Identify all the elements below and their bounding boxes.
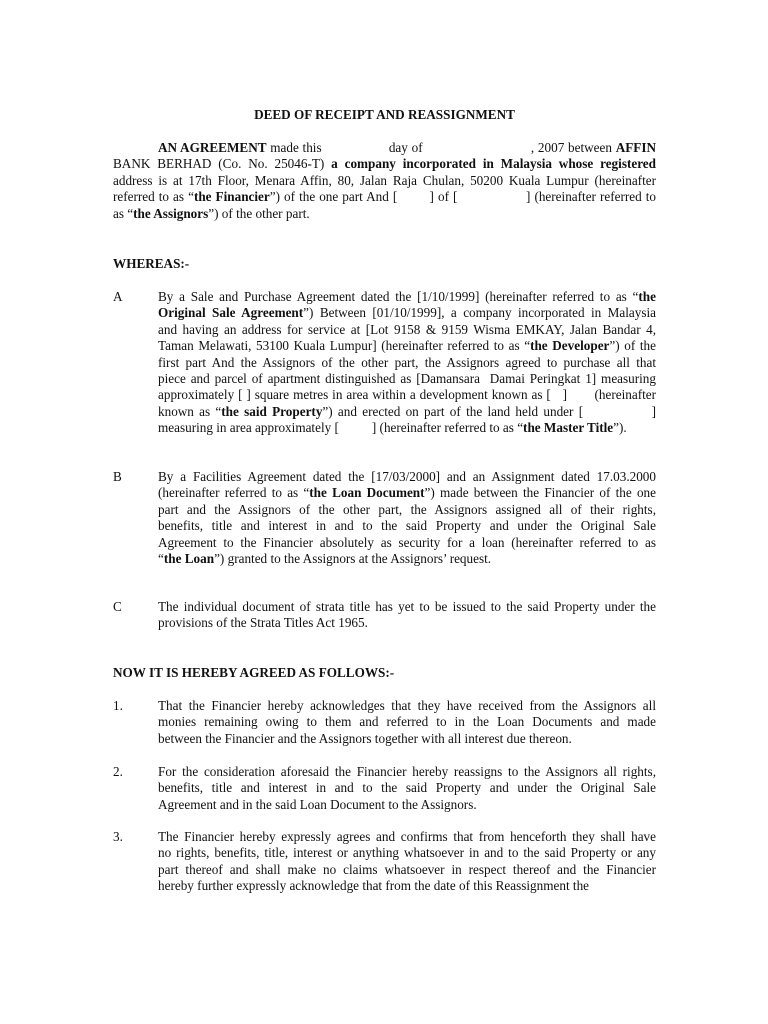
item-text [158,599,656,632]
defined-term: the Financier [193,189,270,205]
text-line [158,469,656,485]
text-segment: The Financier hereby expressly agrees and confirms that from henceforth they shall have [158,829,656,844]
defined-term: AN AGREEMENT [158,140,267,155]
text-segment: as “ [113,205,134,221]
item-label: 3. [113,829,123,844]
item-label: C [113,599,122,614]
text-segment: (hereinafter referred to as “ [158,485,310,501]
text-line [113,189,656,205]
text-segment: address is at 17th Floor, Menara Affin, 80, Jalan Raja Chulan, 50200 Kuala Lumpur (hereinafter [113,172,656,188]
text-segment: BANK BERHAD (Co. No. 25046-T) [113,156,325,172]
text-segment: ”) of the [609,338,656,354]
defined-term: AFFIN [615,140,656,155]
text-line [158,355,656,371]
text-line [158,502,656,518]
text-line [158,829,656,845]
text-segment: made this day of , 2007 between [266,140,616,155]
agreed-heading: NOW IT IS HEREBY AGREED AS FOLLOWS:- [113,665,395,680]
page-title: DEED OF RECEIPT AND REASSIGNMENT [254,107,515,122]
text-segment: For the consideration aforesaid the Financier hereby reassigns to the Assignors all rights, [158,764,656,779]
whereas-heading: WHEREAS:- [113,256,190,271]
text-segment: approximately [ ] square metres in area within a development known as [ ] (hereinafter [158,387,656,403]
text-line [158,551,656,567]
text-line [158,322,656,338]
text-segment: ”) made between the Financier of the one [424,485,656,501]
text-line [158,518,656,534]
text-segment: ”) and erected on part of the land held under [ ] [322,403,656,419]
item-label: 2. [113,764,123,779]
text-line [158,289,656,305]
text-segment: ”) of the other part. [208,205,310,221]
text-segment: Agreement to the Financier absolutely as security for a loan (hereinafter referred to as [158,534,656,550]
text-line [158,535,656,551]
text-line [158,599,656,615]
text-segment: between the Financier and the Assignors together with all interest due thereon. [158,730,572,746]
text-line [158,845,656,861]
defined-term: the said Property [221,403,323,419]
text-line [113,206,656,222]
text-segment: benefits, title and interest in and to the said Property and under the Original Sale [158,780,656,796]
item-text [158,289,656,437]
text-line [158,698,656,714]
defined-term: Original Sale Agreement [158,305,304,321]
text-line [113,156,656,172]
text-segment: benefits, title and interest in and to the said Property and under the Original Sale [158,518,656,534]
text-segment: The individual document of strata title has yet to be issued to the said Property under the [158,599,656,614]
text-line [158,404,656,420]
text-line [158,878,656,894]
text-segment: Agreement and in the said Loan Document to the Assignors. [158,796,477,812]
text-line [158,797,656,813]
text-line [158,420,656,436]
text-segment: provisions of the Strata Titles Act 1965. [158,615,368,631]
item-label: A [113,289,123,304]
text-line [158,615,656,631]
text-segment: By a Facilities Agreement dated the [17/03/2000] and an Assignment dated 17.03.2000 [158,469,656,484]
text-segment: known as “ [158,403,222,419]
text-segment: part and the Assignors of the other part, the Assignors assigned all of their rights, [158,501,656,517]
text-segment: ”). [613,420,627,436]
text-line [158,371,656,387]
item-text [158,764,656,813]
intro-paragraph [113,140,656,222]
text-line [113,140,656,156]
text-segment: referred to as “ [113,189,194,205]
text-line [158,764,656,780]
text-segment: hereby further expressly acknowledge that from the date of this Reassignment the [158,878,590,894]
item-label: B [113,469,122,484]
defined-term: the Loan [163,551,215,567]
text-segment: ”) Between [01/10/1999], a company incorporated in Malaysia [303,305,656,321]
text-segment: “ [158,551,164,567]
text-line [158,305,656,321]
text-line [158,485,656,501]
text-line [158,387,656,403]
text-line [158,862,656,878]
item-text [158,698,656,747]
text-segment: part thereof and shall make no claims whatsoever in respect thereof and the Financier [158,861,656,877]
text-line [158,780,656,796]
item-text [158,829,656,895]
text-segment: and having an address for service at [Lot 9158 & 9159 Wisma EMKAY, Jalan Bandar 4, [158,321,656,337]
defined-term: the [638,289,656,304]
defined-term: a company incorporated in Malaysia whose registered [324,156,656,172]
text-segment: piece and parcel of apartment distinguished as [Damansara Damai Peringkat 1] measuring [158,371,656,387]
text-line [158,731,656,747]
text-segment: That the Financier hereby acknowledges that they have received from the Assignors all [158,698,656,713]
item-text [158,469,656,567]
text-line [158,714,656,730]
defined-term: the Master Title [523,420,614,436]
defined-term: the Developer [530,338,610,354]
item-label: 1. [113,698,123,713]
text-segment: ”) granted to the Assignors at the Assignors’ request. [214,551,492,567]
text-line [113,173,656,189]
text-segment: By a Sale and Purchase Agreement dated the [1/10/1999] (hereinafter referred to as “ [158,289,639,304]
defined-term: the Loan Document [309,485,425,501]
text-line [158,338,656,354]
text-segment: Taman Melawati, 53100 Kuala Lumpur] (hereinafter referred to as “ [158,338,531,354]
defined-term: the Assignors [133,205,209,221]
text-segment: first part And the Assignors of the other part, the Assignors agreed to purchase all that [158,354,656,370]
text-segment: measuring in area approximately [ ] (hereinafter referred to as “ [158,420,524,436]
text-segment: ”) of the one part And [ ] of [ ] (hereinafter referred to [269,189,656,205]
text-segment: monies remaining owing to them and referred to in the Loan Documents and made [158,714,656,730]
text-segment: no rights, benefits, title, interest or anything whatsoever in and to the said Property or any [158,845,656,861]
